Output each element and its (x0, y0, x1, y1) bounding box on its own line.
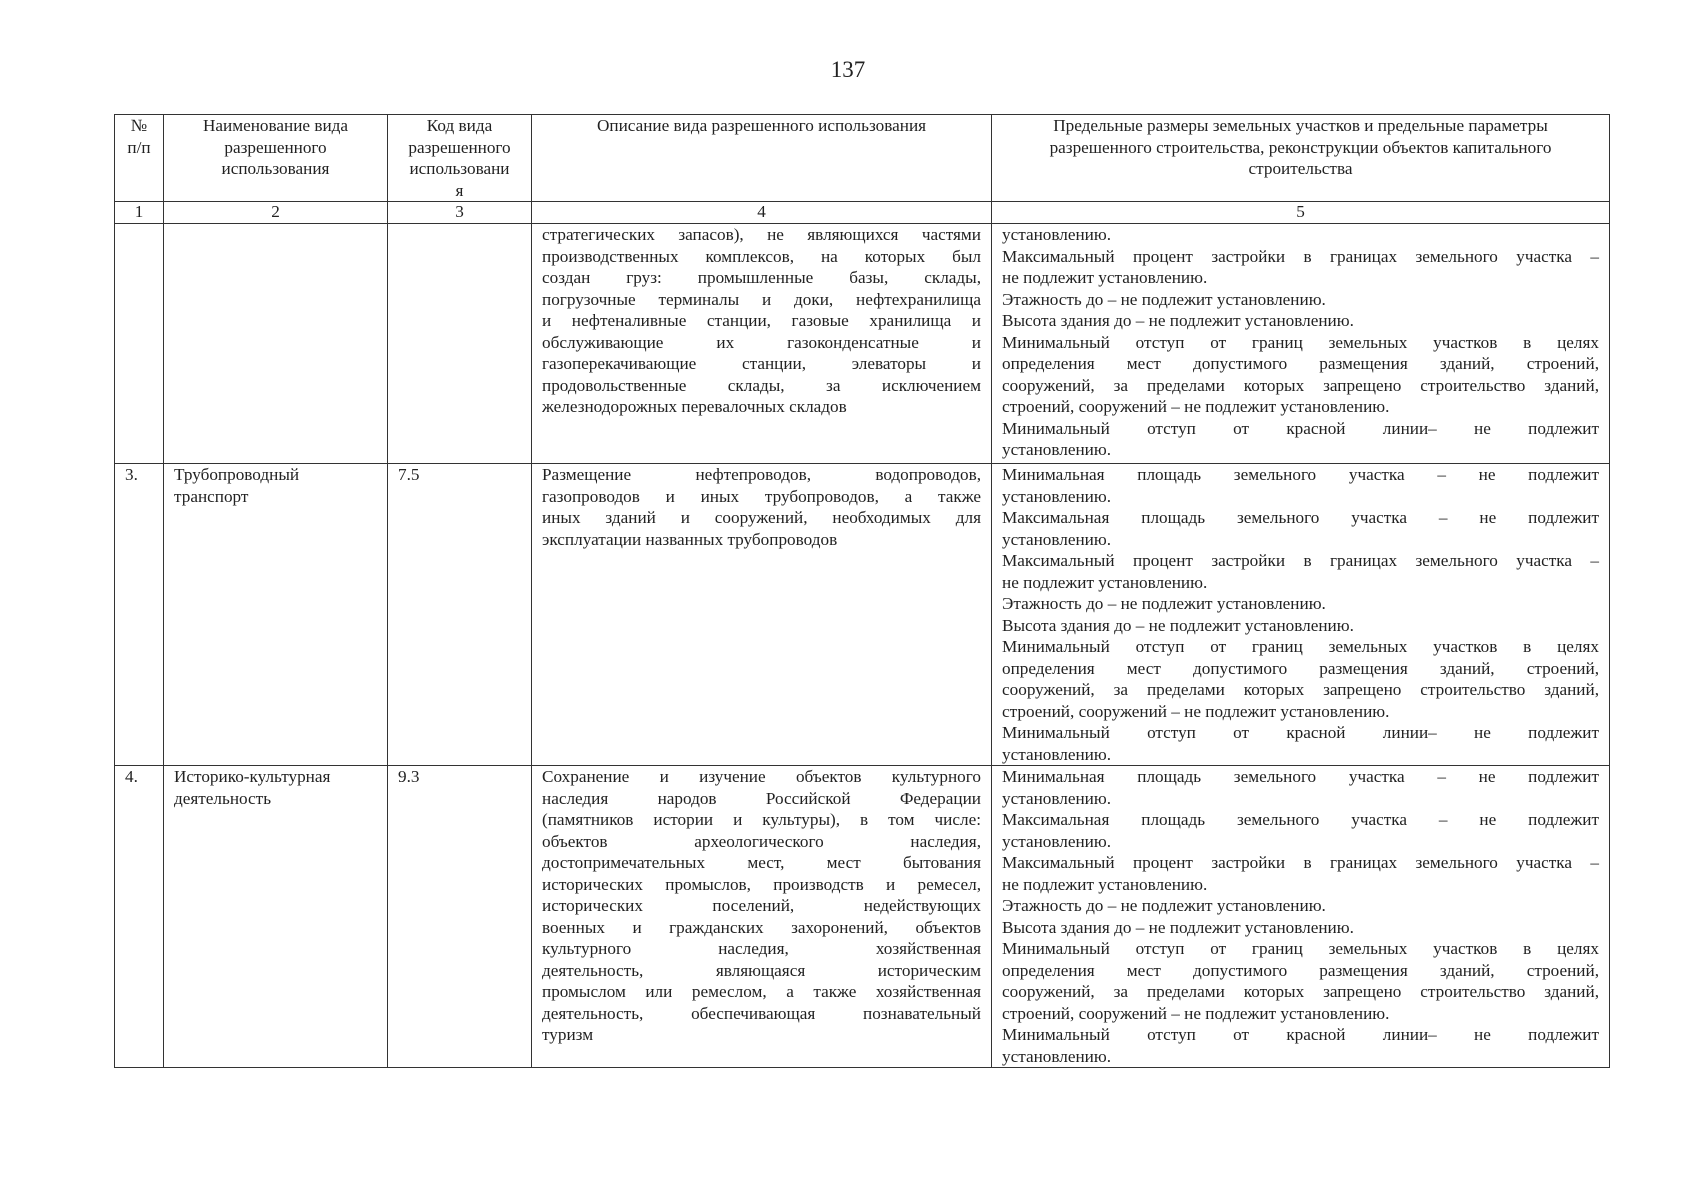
parameter-paragraph (1002, 766, 1599, 809)
description-line: иных зданий и сооружений, необходимых для (542, 508, 981, 527)
parameter-line: строений, сооружений – не подлежит установлению. (1002, 701, 1390, 721)
parameter-line: определения мест допустимого размещения зданий, строений, (1002, 658, 1599, 678)
description-line: достопримечательных мест, мест бытования (542, 853, 981, 872)
parameter-line: Высота здания до – не подлежит установлению. (1002, 615, 1354, 635)
parameter-line: установлению. (1002, 529, 1111, 549)
parameter-line: строений, сооружений – не подлежит установлению. (1002, 397, 1390, 416)
description-line: продовольственные склады, за исключением (542, 375, 981, 395)
header-line: разрешенного (408, 137, 511, 157)
row-use-code (388, 224, 532, 464)
header-line: разрешенного строительства, реконструкции объектов капитального (1049, 137, 1552, 157)
parameter-line: Этажность до – не подлежит установлению. (1002, 896, 1326, 915)
description-line: Размещение нефтепроводов, водопроводов, (542, 465, 981, 484)
parameter-line: Минимальный отступ от красной линии– не подлежит (1002, 1025, 1599, 1044)
parameter-paragraph (1002, 1024, 1599, 1067)
parameter-paragraph (1002, 289, 1599, 311)
description-line: промыслом или ремеслом, а также хозяйственная (542, 982, 981, 1001)
header-line: разрешенного (224, 137, 327, 157)
parameter-paragraph (1002, 636, 1599, 722)
column-number: 5 (992, 202, 1610, 224)
description-line: исторических поселений, недействующих (542, 896, 981, 915)
parameter-line: сооружений, за пределами которых запрещено строительство зданий, (1002, 375, 1599, 395)
description-line: Сохранение и изучение объектов культурного (542, 767, 981, 786)
description-line: (памятников истории и культуры), в том числе: (542, 810, 981, 829)
description-line: производственных комплексов, на которых был (542, 246, 981, 266)
parameter-line: установлению. (1002, 440, 1111, 459)
parameter-line: Минимальный отступ от границ земельных участков в целях (1002, 332, 1599, 352)
parameter-line: сооружений, за пределами которых запрещено строительство зданий, (1002, 982, 1599, 1001)
row-number: 3. (115, 464, 164, 766)
row-use-name: Трубопроводный транспорт (164, 464, 388, 766)
description-line: деятельность, обеспечивающая познавательный (542, 1003, 981, 1023)
row-use-name (164, 224, 388, 464)
description-line: туризм (542, 1025, 594, 1044)
parameter-paragraph (1002, 809, 1599, 852)
header-line: п/п (127, 137, 151, 157)
parameter-line: Максимальный процент застройки в границах земельного участка – (1002, 853, 1599, 872)
row-number (115, 224, 164, 464)
description-line: создан груз: промышленные базы, склады, (542, 268, 981, 287)
parameter-line: установлению. (1002, 225, 1111, 244)
parameter-line: Максимальная площадь земельного участка – не подлежит (1002, 508, 1599, 527)
parameter-paragraph (1002, 507, 1599, 550)
table-row (115, 464, 1610, 766)
column-number: 3 (388, 202, 532, 224)
parameter-line: строений, сооружений – не подлежит установлению. (1002, 1003, 1390, 1023)
description-line: погрузочные терминалы и доки, нефтехранилища (542, 289, 981, 309)
description-line: обслуживающие их газоконденсатные и (542, 332, 981, 352)
row-use-name: Историко-культурная деятельность (164, 766, 388, 1068)
header-use-code (388, 115, 532, 202)
parameter-paragraph (1002, 593, 1599, 615)
column-number: 4 (532, 202, 992, 224)
row-parameters (992, 464, 1610, 766)
table-row (115, 766, 1610, 1068)
parameter-paragraph (1002, 224, 1599, 246)
header-line: строительства (1248, 159, 1353, 178)
parameter-paragraph (1002, 332, 1599, 418)
parameter-line: установлению. (1002, 831, 1111, 851)
header-description (532, 115, 992, 202)
column-number: 1 (115, 202, 164, 224)
parameter-line: установлению. (1002, 486, 1111, 506)
description-line: железнодорожных перевалочных складов (542, 397, 847, 416)
description-line: стратегических запасов), не являющихся частями (542, 225, 981, 244)
description-line: объектов археологического наследия, (542, 831, 981, 851)
parameter-line: определения мест допустимого размещения зданий, строений, (1002, 960, 1599, 980)
row-use-code: 7.5 (388, 464, 532, 766)
table-row (115, 224, 1610, 464)
description-line: военных и гражданских захоронений, объектов (542, 917, 981, 937)
page-number: 137 (830, 57, 866, 82)
header-line: я (455, 180, 464, 200)
description-line: деятельность, являющаяся историческим (542, 960, 981, 980)
parameter-line: установлению. (1002, 744, 1111, 764)
parameter-line: Этажность до – не подлежит установлению. (1002, 594, 1326, 613)
header-line: № (130, 116, 148, 135)
header-line: Код вида (426, 116, 493, 135)
column-number: 2 (164, 202, 388, 224)
description-line: исторических промыслов, производств и ремесел, (542, 874, 981, 894)
parameter-line: Минимальный отступ от красной линии– не подлежит (1002, 723, 1599, 742)
parameter-paragraph (1002, 917, 1599, 939)
description-line: газоперекачивающие станции, элеваторы и (542, 354, 981, 373)
header-number (115, 115, 164, 202)
parameter-paragraph (1002, 615, 1599, 637)
table-header-row (115, 115, 1610, 202)
parameter-line: Минимальная площадь земельного участка – не подлежит (1002, 767, 1599, 786)
parameter-line: Максимальная площадь земельного участка – не подлежит (1002, 810, 1599, 829)
row-parameters (992, 224, 1610, 464)
parameter-line: не подлежит установлению. (1002, 572, 1208, 592)
parameter-paragraph (1002, 550, 1599, 593)
parameter-paragraph (1002, 310, 1599, 332)
header-parameters (992, 115, 1610, 202)
row-use-code: 9.3 (388, 766, 532, 1068)
description-line: культурного наследия, хозяйственная (542, 939, 981, 958)
parameter-paragraph (1002, 938, 1599, 1024)
header-line: Наименование вида (202, 116, 349, 135)
parameter-paragraph (1002, 464, 1599, 507)
row-parameters (992, 766, 1610, 1068)
row-description (532, 464, 992, 766)
parameter-paragraph (1002, 246, 1599, 289)
description-line: наследия народов Российской Федерации (542, 788, 981, 808)
parameter-line: определения мест допустимого размещения зданий, строений, (1002, 354, 1599, 373)
header-line: Описание вида разрешенного использования (596, 116, 927, 135)
parameter-paragraph (1002, 418, 1599, 461)
parameter-line: сооружений, за пределами которых запрещено строительство зданий, (1002, 680, 1599, 699)
parameter-paragraph (1002, 722, 1599, 765)
parameter-line: Высота здания до – не подлежит установлению. (1002, 311, 1354, 330)
parameter-line: Минимальный отступ от границ земельных участков в целях (1002, 939, 1599, 958)
parameter-line: не подлежит установлению. (1002, 874, 1208, 894)
parameter-line: Этажность до – не подлежит установлению. (1002, 289, 1326, 309)
parameter-line: Максимальный процент застройки в границах земельного участка – (1002, 551, 1599, 570)
row-description (532, 224, 992, 464)
parameter-paragraph (1002, 895, 1599, 917)
parameter-line: Минимальная площадь земельного участка – не подлежит (1002, 465, 1599, 484)
parameter-line: Максимальный процент застройки в границах земельного участка – (1002, 246, 1599, 266)
header-line: использования (221, 159, 330, 178)
row-description (532, 766, 992, 1068)
description-line: эксплуатации названных трубопроводов (542, 529, 838, 549)
column-number-row (115, 202, 1610, 224)
parameter-line: Высота здания до – не подлежит установлению. (1002, 917, 1354, 937)
parameter-paragraph (1002, 852, 1599, 895)
parameter-line: Минимальный отступ от красной линии– не подлежит (1002, 418, 1599, 438)
header-line: Предельные размеры земельных участков и предельные параметры (1053, 116, 1548, 135)
parameter-line: Минимальный отступ от границ земельных участков в целях (1002, 637, 1599, 656)
row-number: 4. (115, 766, 164, 1068)
description-line: и нефтеналивные станции, газовые хранилища и (542, 311, 981, 330)
parameter-line: установлению. (1002, 1046, 1111, 1066)
description-line: газопроводов и иных трубопроводов, а также (542, 486, 981, 506)
parameter-line: не подлежит установлению. (1002, 268, 1208, 287)
land-use-table (114, 114, 1610, 1068)
parameter-line: установлению. (1002, 788, 1111, 808)
header-use-name (164, 115, 388, 202)
header-line: использовани (409, 159, 510, 178)
